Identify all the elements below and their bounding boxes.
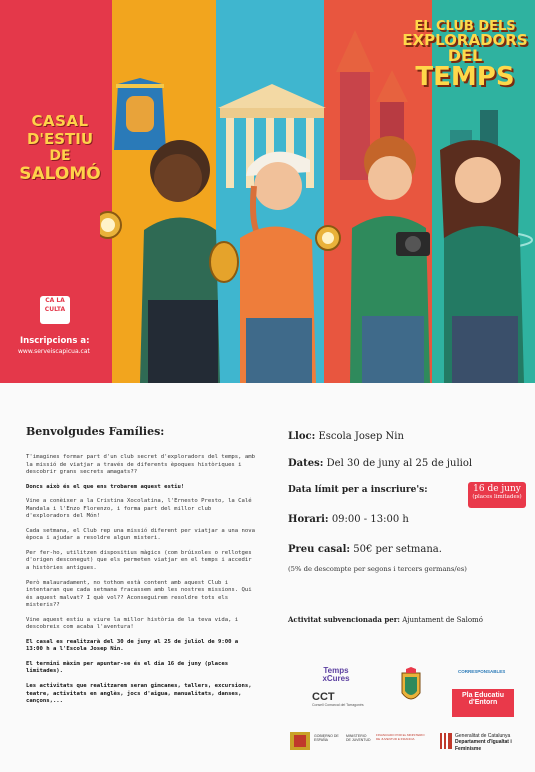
discount-note: (5% de descompte per segons i tercers germans/es)	[288, 565, 467, 573]
poster-banner	[0, 0, 535, 383]
pharaoh-statue-icon	[114, 78, 166, 150]
club-title-line4: TEMPS	[415, 62, 515, 92]
explorer-kid-2	[210, 152, 316, 383]
generalitat-name: Generalitat de Catalunya	[455, 733, 511, 739]
temps-cures-text: Temps xCures	[322, 666, 350, 684]
schedule-value: 09:00 - 13:00 h	[331, 514, 409, 525]
info-section	[0, 383, 535, 772]
salomo-shield-icon	[396, 667, 426, 709]
deadline-date: 16 de juny	[473, 484, 521, 494]
deadline-row	[288, 485, 428, 495]
subsidy-value: Ajuntament de Salomó	[402, 616, 483, 624]
casal-logo-line2: D'ESTIU	[26, 130, 94, 148]
corresponsables-logo: CORRESPONSABLES	[458, 669, 506, 674]
pla-educatiu-logo: Pla Educatiu d'Entorn	[452, 689, 514, 717]
funding-text: FINANCIADO POR EL MINISTERIO DE JUVENTUD E INFANCIA	[376, 733, 425, 741]
temps-cures-logo	[312, 667, 360, 684]
letter-paragraph: T'imagines formar part d'un club secret d'exploradors del temps, amb la missió de viatjar a través de diferents èpoques històriques i descobrir grans secrets amagats??	[26, 454, 256, 476]
ministry-text: MINISTERIO DE JUVENTUD	[346, 734, 371, 743]
letter-column	[26, 425, 258, 713]
inscriptions-link[interactable]: www.serveiscapicua.cat	[18, 348, 90, 355]
cct-text: CCT	[312, 691, 335, 703]
letter-paragraph: Per fer-ho, utilitzen dispositius màgics (com brúixoles o rellotges d'origen desconegut) que els permeten viatjar en el temps i accedir a històries antigues.	[26, 549, 252, 572]
subsidy-label: Activitat subvencionada per:	[288, 615, 400, 624]
government-logos	[290, 732, 430, 752]
price-row	[288, 544, 442, 555]
schedule-label: Horari:	[288, 514, 329, 525]
letter-paragraph: Les activitats que realitzarem seran gimcanes, tallers, excursions, teatre, activitats en anglès, jocs d'aigua, manualitats, danses, cançons,...	[26, 683, 252, 705]
club-title-line1: EL CLUB DELS	[414, 19, 516, 34]
explorer-kid-1	[100, 140, 220, 383]
location-label: Lloc:	[288, 431, 316, 442]
dates-label: Dates:	[288, 458, 324, 469]
deadline-label: Data límit per a inscriure's:	[288, 485, 428, 495]
club-title-line2: EXPLORADORS	[402, 31, 528, 49]
price-value: 50€ per setmana.	[353, 544, 442, 555]
ca-la-culta-logo	[40, 296, 70, 324]
letter-greeting: Benvolgudes Famílies:	[26, 425, 165, 438]
inscriptions-label: Inscripcions a:	[20, 336, 90, 346]
ca-la-culta-text: CA LA CULTA	[44, 297, 66, 313]
club-title-line3: DEL	[447, 46, 483, 65]
casal-logo-line3: DE	[49, 148, 71, 164]
spain-coat-of-arms-icon	[290, 732, 310, 750]
letter-paragraph: El termini màxim per apuntar-se és el dia 16 de juny (places limitades).	[26, 660, 229, 675]
letter-paragraph: El casal es realitzarà del 30 de juny al 25 de juliol de 9:00 a 13:00 h a l'Escola Josep Nin.	[26, 638, 239, 653]
deadline-badge	[468, 482, 526, 508]
deadline-note: (places limitades)	[472, 494, 522, 500]
casal-logo-line4: SALOMÓ	[19, 164, 101, 184]
letter-paragraph: Vine aquest estiu a viure la millor història de la teva vida, i descobreix com acaba l'aventura!	[26, 616, 239, 631]
dates-value: Del 30 de juny al 25 de juliol	[326, 458, 473, 469]
price-label: Preu casal:	[288, 544, 351, 555]
department-name: Departament d'Igualtat i Feminisme	[455, 739, 512, 752]
letter-paragraph: Vine a conèixer a la Cristina Xocolatina, l'Ernesto Presto, la Calé Mandala i l'Enzo Florenzo, i forma part del millor club d'exploradors del Món!	[26, 498, 252, 520]
poster-strip-red	[0, 0, 112, 383]
generalitat-icon	[440, 733, 452, 749]
explorer-kid-3	[316, 136, 430, 383]
spain-government-text: GOBIERNO DE ESPAÑA	[314, 734, 339, 743]
subsidy-row	[288, 615, 483, 624]
location-row	[288, 431, 404, 442]
letter-paragraph: Doncs això és el que ens trobarem aquest estiu!	[26, 483, 185, 490]
club-title	[400, 20, 530, 90]
location-value: Escola Josep Nin	[318, 431, 404, 442]
casal-destiu-logo	[14, 112, 106, 184]
letter-paragraph: Però malauradament, no tothom està content amb aquest Club i intentaran que cada setmana fracassem amb les nostres missions. Qui és aquest malvat? I què vol?? Aconseguirem resoldre tots els misteris??	[26, 579, 252, 609]
schedule-row	[288, 514, 409, 525]
cct-logo	[312, 691, 372, 707]
casal-logo-line1: CASAL	[31, 112, 89, 130]
generalitat-text	[455, 733, 535, 752]
dates-row	[288, 458, 472, 469]
cct-subtitle: Consell Comarcal del Tarragonès	[312, 703, 364, 707]
letter-paragraph: Cada setmana, el Club rep una missió diferent per viatjar a una nova època i ajudar a resoldre algun misteri.	[26, 527, 256, 542]
